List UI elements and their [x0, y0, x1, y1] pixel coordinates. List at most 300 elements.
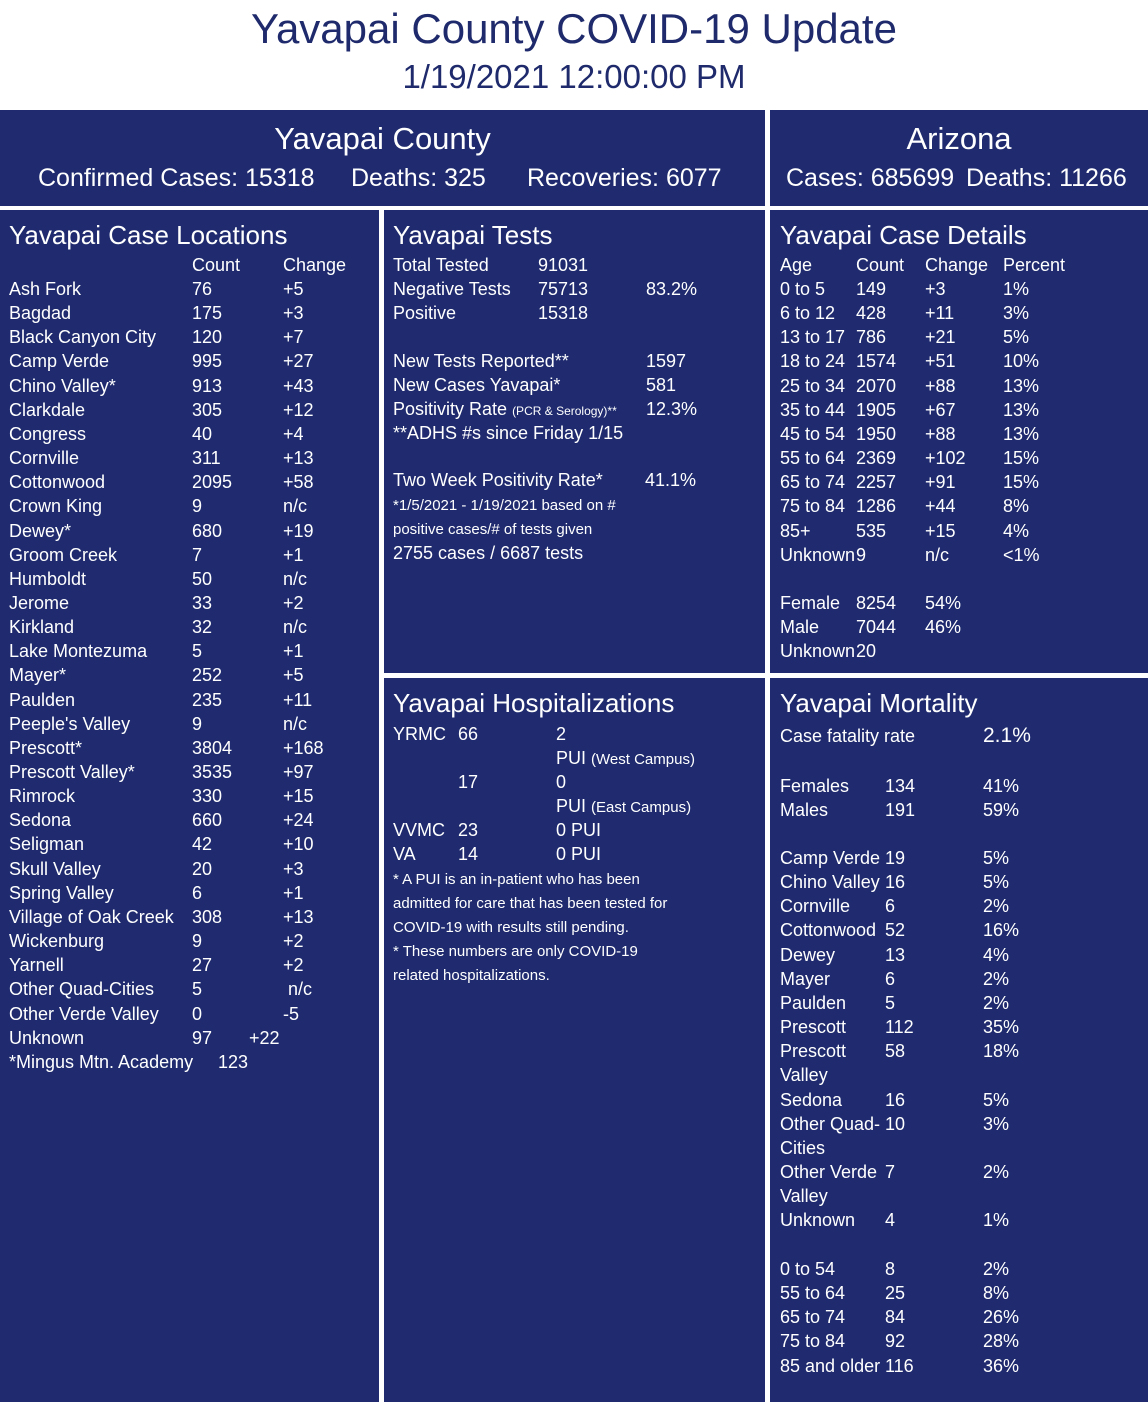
mortality-location-pct: 16% [983, 920, 1020, 941]
mortality-location-pct: 5% [983, 872, 1010, 893]
age-change: +11 [925, 303, 955, 324]
case-details-panel [770, 210, 1148, 673]
mortality-age-pct: 36% [983, 1355, 1020, 1376]
va-label: VA [393, 844, 416, 864]
age-row [770, 519, 1148, 543]
mortality-location-name-cont: Valley [780, 1186, 828, 1207]
location-change: +3 [283, 858, 304, 879]
tests-panel [384, 210, 765, 673]
mortality-location-row [770, 846, 1148, 870]
east-campus-label: (East Campus) [591, 799, 692, 816]
va-pui: 0 PUI [556, 844, 602, 864]
location-change: +4 [283, 423, 304, 444]
details-header-row [770, 253, 1148, 277]
location-name: Cottonwood [9, 472, 106, 493]
location-count: 27 [192, 955, 213, 976]
mortality-location-name: Paulden [780, 992, 847, 1013]
arizona-cases: Cases: 685699 [786, 164, 955, 192]
mortality-location-row [770, 894, 1148, 918]
mortality-location-row [770, 918, 1148, 942]
age-count: 2369 [856, 448, 897, 469]
age-row [770, 325, 1148, 349]
location-name: Groom Creek [9, 544, 118, 565]
mortality-age-group: 0 to 54 [780, 1259, 836, 1279]
age-change: n/c [925, 544, 950, 565]
age-percent: 10% [1003, 351, 1040, 372]
details-col-age: Age [780, 255, 813, 275]
yrmc-west-count: 66 [458, 724, 479, 744]
mortality-location-row [770, 991, 1148, 1015]
mortality-females-row [770, 774, 1148, 798]
location-row [0, 519, 379, 543]
mortality-location-pct: 5% [983, 848, 1010, 868]
mortality-location-count: 10 [885, 1113, 906, 1134]
location-count: 660 [192, 810, 223, 831]
location-change: n/c [288, 979, 313, 1000]
total-tested-value: 91031 [538, 255, 589, 275]
location-count: 33 [192, 592, 213, 613]
age-count: 2257 [856, 472, 897, 493]
female-label: Female [780, 593, 841, 613]
male-label: Male [780, 617, 820, 637]
mortality-location-pct: 3% [983, 1113, 1010, 1134]
age-row [770, 422, 1148, 446]
pui-note-1: * A PUI is an in-patient who has been [393, 871, 640, 888]
mortality-location-row [770, 870, 1148, 894]
age-percent: 13% [1003, 423, 1040, 444]
mortality-location-row [770, 967, 1148, 991]
mortality-age-row [770, 1281, 1148, 1305]
age-change: +88 [925, 375, 956, 396]
mortality-age-group: 65 to 74 [780, 1307, 846, 1328]
location-row [0, 398, 379, 422]
mortality-location-name-cont: Valley [780, 1065, 828, 1086]
location-row [0, 374, 379, 398]
location-change: n/c [283, 568, 308, 589]
mortality-location-count: 7 [885, 1161, 896, 1182]
location-change: +1 [283, 882, 304, 903]
mingus-academy-row [0, 1050, 379, 1074]
mortality-location-pct: 2% [983, 968, 1010, 989]
hosp-note-5: related hospitalizations. [393, 967, 550, 984]
location-row [0, 760, 379, 784]
age-row [770, 470, 1148, 494]
mortality-location-row [770, 1039, 1148, 1063]
mortality-location-count: 58 [885, 1041, 906, 1062]
yrmc-east-count: 17 [458, 772, 479, 792]
cfr-row [770, 724, 1148, 752]
new-tests-row [384, 349, 765, 373]
location-count: 42 [192, 834, 213, 855]
age-percent: 8% [1003, 496, 1030, 517]
mortality-age-row [770, 1354, 1148, 1378]
location-row [0, 688, 379, 712]
location-name: Chino Valley* [9, 375, 116, 396]
location-count: 995 [192, 351, 223, 372]
mortality-location-name: Other Verde [780, 1161, 878, 1182]
yrmc-west-pui-count: 2 [556, 724, 567, 744]
location-row [0, 953, 379, 977]
va-count: 14 [458, 844, 479, 864]
mortality-location-name: Chino Valley [780, 872, 880, 893]
page-title: Yavapai County COVID-19 Update [251, 5, 897, 52]
location-count: 20 [192, 858, 213, 879]
yrmc-east-row [384, 770, 765, 794]
mortality-location-count: 52 [885, 920, 906, 941]
age-row [770, 277, 1148, 301]
age-count: 1574 [856, 351, 897, 372]
age-group: 25 to 34 [780, 375, 846, 396]
location-count: 76 [192, 279, 213, 299]
locations-header-row [0, 253, 379, 277]
mortality-location-count: 4 [885, 1210, 896, 1231]
location-name: *Mingus Mtn. Academy [9, 1052, 194, 1072]
location-row [0, 277, 379, 301]
male-row [770, 615, 1148, 639]
mortality-location-name: Cornville [780, 896, 851, 917]
location-row [0, 857, 379, 881]
details-col-change: Change [925, 255, 989, 275]
location-name: Black Canyon City [9, 327, 157, 348]
male-count: 7044 [856, 617, 897, 637]
mortality-age-row [770, 1257, 1148, 1281]
females-pct: 41% [983, 776, 1020, 796]
location-change: +97 [283, 762, 314, 782]
recoveries: Recoveries: 6077 [527, 164, 722, 192]
age-percent: 13% [1003, 399, 1040, 420]
location-count: 9 [192, 496, 203, 517]
location-change: +5 [283, 665, 304, 686]
mortality-location-pct: 2% [983, 896, 1010, 917]
location-row [0, 446, 379, 470]
location-change: +3 [283, 303, 304, 324]
age-change: +88 [925, 423, 956, 444]
location-count: 2095 [192, 472, 233, 493]
age-change: +3 [925, 279, 946, 299]
mortality-location-row [770, 1112, 1148, 1136]
pui-label: PUI [556, 748, 587, 768]
location-change: +168 [283, 737, 324, 758]
mortality-location-row-cont [770, 1063, 1148, 1087]
details-col-percent: Percent [1003, 255, 1066, 275]
mortality-location-count: 6 [885, 968, 896, 989]
location-change: +22 [249, 1028, 280, 1048]
two-week-note-1: *1/5/2021 - 1/19/2021 based on # [393, 497, 616, 514]
age-percent: 1% [1003, 279, 1030, 299]
location-row [0, 784, 379, 808]
mortality-age-group: 85 and older [780, 1355, 881, 1376]
age-count: 535 [856, 520, 887, 541]
mortality-age-group: 75 to 84 [780, 1331, 846, 1352]
location-name: Other Quad-Cities [9, 979, 155, 1000]
mortality-location-row [770, 1160, 1148, 1184]
location-name: Seligman [9, 834, 85, 855]
mortality-location-name: Prescott [780, 1017, 847, 1038]
county-deaths: Deaths: 325 [351, 164, 486, 192]
age-percent: 4% [1003, 520, 1030, 541]
pui-note-2: admitted for care that has been tested for [393, 895, 668, 912]
mortality-location-name: Cottonwood [780, 920, 877, 941]
age-group: 45 to 54 [780, 423, 846, 444]
vvmc-count: 23 [458, 820, 479, 840]
new-cases-value: 581 [646, 375, 677, 395]
mortality-location-pct: 35% [983, 1017, 1020, 1038]
total-tested-row [384, 253, 765, 277]
location-name: Jerome [9, 592, 70, 613]
location-count: 5 [192, 979, 203, 1000]
mortality-males-row [770, 798, 1148, 822]
pui-note-3: COVID-19 with results still pending. [393, 919, 629, 936]
location-count: 680 [192, 520, 223, 541]
location-name: Crown King [9, 496, 103, 517]
location-row [0, 470, 379, 494]
age-row [770, 446, 1148, 470]
location-row [0, 422, 379, 446]
males-pct: 59% [983, 800, 1020, 820]
location-name: Paulden [9, 689, 76, 710]
cfr-label: Case fatality rate [780, 726, 916, 746]
yrmc-label: YRMC [393, 724, 446, 744]
age-group: 0 to 5 [780, 279, 826, 299]
female-pct: 54% [925, 593, 962, 613]
mortality-location-pct: 2% [983, 992, 1010, 1013]
location-name: Village of Oak Creek [9, 906, 174, 927]
yrmc-west-pui-row [384, 746, 765, 770]
location-row [0, 543, 379, 567]
mortality-title: Yavapai Mortality [780, 688, 978, 718]
location-change: n/c [283, 617, 308, 638]
age-group: 13 to 17 [780, 327, 846, 348]
location-change: n/c [283, 496, 308, 517]
location-count: 9 [192, 713, 203, 734]
age-count: 149 [856, 279, 887, 299]
location-row [0, 615, 379, 639]
positive-value: 15318 [538, 303, 589, 323]
arizona-deaths: Deaths: 11266 [966, 164, 1127, 192]
new-tests-label: New Tests Reported** [393, 351, 569, 371]
location-count: 40 [192, 423, 213, 444]
age-change: +51 [925, 351, 956, 372]
adhs-note: **ADHS #s since Friday 1/15 [393, 423, 624, 443]
mortality-location-name: Other Quad- [780, 1113, 881, 1134]
age-row [770, 349, 1148, 373]
mortality-age-count: 116 [885, 1355, 914, 1376]
mortality-panel [770, 678, 1148, 1402]
mortality-location-pct: 18% [983, 1041, 1020, 1062]
age-group: Unknown [780, 544, 856, 565]
age-group: 35 to 44 [780, 399, 846, 420]
locations-col-change: Change [283, 255, 347, 275]
total-tested-label: Total Tested [393, 255, 489, 275]
location-change: +1 [283, 641, 304, 662]
mortality-location-name: Dewey [780, 944, 836, 965]
age-group: 55 to 64 [780, 448, 846, 469]
mortality-location-row-cont [770, 1184, 1148, 1208]
age-count: 1905 [856, 399, 897, 420]
age-row [770, 543, 1148, 567]
mortality-location-row-cont [770, 1136, 1148, 1160]
sex-unknown-count: 20 [856, 641, 877, 661]
location-count: 32 [192, 617, 213, 638]
location-row [0, 494, 379, 518]
location-name: Rimrock [9, 786, 75, 807]
location-change: +10 [283, 834, 314, 855]
cases-tests-summary: 2755 cases / 6687 tests [393, 543, 584, 563]
location-row [0, 567, 379, 591]
mortality-age-count: 8 [885, 1259, 896, 1279]
mortality-age-count: 25 [885, 1283, 906, 1304]
case-details-title: Yavapai Case Details [780, 220, 1027, 250]
males-label: Males [780, 800, 829, 820]
two-week-row [384, 468, 765, 492]
mortality-location-pct: 5% [983, 1089, 1010, 1110]
positivity-sub: (PCR & Serology)** [512, 404, 617, 418]
vvmc-pui: 0 PUI [556, 820, 602, 840]
location-count: 308 [192, 906, 223, 927]
county-summary-title: Yavapai County [274, 121, 491, 156]
vvmc-row [384, 818, 765, 842]
location-row [0, 349, 379, 373]
mortality-location-row [770, 1088, 1148, 1112]
age-count: 2070 [856, 375, 897, 396]
mortality-location-name: Sedona [780, 1089, 843, 1110]
tests-title: Yavapai Tests [393, 220, 553, 250]
age-row [770, 398, 1148, 422]
yrmc-row [384, 722, 765, 746]
location-name: Humboldt [9, 568, 87, 589]
location-name: Wickenburg [9, 931, 105, 952]
positive-row [384, 301, 765, 325]
location-count: 123 [218, 1052, 249, 1072]
location-name: Bagdad [9, 303, 72, 324]
mortality-location-row [770, 1208, 1148, 1232]
location-change: +1 [283, 544, 304, 565]
age-group: 6 to 12 [780, 303, 836, 324]
location-name: Camp Verde [9, 351, 110, 372]
mortality-location-pct: 1% [983, 1210, 1010, 1231]
location-row [0, 808, 379, 832]
location-name: Ash Fork [9, 279, 82, 299]
location-count: 6 [192, 882, 203, 903]
location-row [0, 929, 379, 953]
positive-label: Positive [393, 303, 457, 323]
confirmed-cases: Confirmed Cases: 15318 [38, 164, 315, 192]
negative-tests-label: Negative Tests [393, 279, 511, 299]
age-group: 85+ [780, 520, 811, 541]
mortality-age-count: 84 [885, 1307, 906, 1328]
mortality-location-count: 16 [885, 1089, 906, 1110]
location-count: 913 [192, 375, 223, 396]
location-count: 235 [192, 689, 223, 710]
new-tests-value: 1597 [646, 351, 687, 371]
negative-tests-row [384, 277, 765, 301]
location-count: 3804 [192, 737, 233, 758]
location-name: Mayer* [9, 665, 67, 686]
cfr-value: 2.1% [983, 724, 1031, 747]
location-change: n/c [283, 713, 308, 734]
location-row [0, 301, 379, 325]
location-name: Kirkland [9, 617, 75, 638]
age-count: 1950 [856, 423, 897, 444]
yrmc-west-pui [556, 746, 695, 772]
location-change: +15 [283, 786, 314, 807]
location-row [0, 591, 379, 615]
mortality-location-count: 16 [885, 872, 906, 893]
mortality-age-pct: 2% [983, 1259, 1010, 1279]
location-count: 3535 [192, 762, 233, 782]
locations-unknown-row [0, 1026, 379, 1050]
location-count: 97 [192, 1028, 213, 1048]
mortality-location-row [770, 943, 1148, 967]
location-name: Peeple's Valley [9, 713, 131, 734]
page-header [0, 0, 1148, 108]
age-percent: <1% [1003, 544, 1040, 565]
age-change: +91 [925, 472, 956, 493]
age-change: +67 [925, 399, 956, 420]
female-row [770, 591, 1148, 615]
details-col-count: Count [856, 255, 905, 275]
location-row [0, 1002, 379, 1026]
county-summary-panel [0, 110, 765, 206]
location-name: Cornville [9, 448, 80, 469]
yrmc-east-pui-count: 0 [556, 772, 567, 792]
mortality-location-pct: 2% [983, 1161, 1010, 1182]
age-row [770, 301, 1148, 325]
location-change: +43 [283, 375, 314, 396]
mortality-location-name: Mayer [780, 968, 831, 989]
age-percent: 15% [1003, 472, 1040, 493]
new-cases-row [384, 373, 765, 397]
location-name: Unknown [9, 1028, 85, 1048]
mortality-age-count: 92 [885, 1331, 906, 1352]
hospitalizations-title: Yavapai Hospitalizations [393, 688, 675, 718]
mortality-age-group: 55 to 64 [780, 1283, 846, 1304]
male-pct: 46% [925, 617, 962, 637]
mortality-location-row [770, 1015, 1148, 1039]
location-change: +24 [283, 810, 314, 831]
age-change: +15 [925, 520, 956, 541]
sex-unknown-label: Unknown [780, 641, 856, 661]
location-change: +7 [283, 327, 304, 348]
age-percent: 15% [1003, 448, 1040, 469]
location-row [0, 881, 379, 905]
yrmc-east-pui-row [384, 794, 765, 818]
mortality-age-row [770, 1305, 1148, 1329]
location-count: 5 [192, 641, 203, 662]
location-name: Spring Valley [9, 882, 114, 903]
age-percent: 3% [1003, 303, 1030, 324]
location-row [0, 905, 379, 929]
hospitalizations-panel [384, 678, 765, 1402]
location-change: +2 [283, 955, 304, 976]
location-name: Lake Montezuma [9, 641, 148, 662]
west-campus-label: (West Campus) [591, 751, 695, 768]
age-group: 65 to 74 [780, 472, 846, 493]
location-name: Sedona [9, 810, 72, 831]
positivity-value: 12.3% [646, 399, 698, 419]
negative-tests-pct: 83.2% [646, 279, 698, 299]
age-count: 1286 [856, 496, 897, 517]
age-row [770, 494, 1148, 518]
location-change: +5 [283, 279, 304, 299]
age-group: 18 to 24 [780, 351, 846, 372]
location-count: 9 [192, 931, 203, 952]
arizona-summary-panel [770, 110, 1148, 206]
location-name: Skull Valley [9, 858, 101, 879]
males-count: 191 [885, 800, 916, 820]
age-count: 428 [856, 303, 887, 324]
pui-label: PUI [556, 796, 587, 816]
